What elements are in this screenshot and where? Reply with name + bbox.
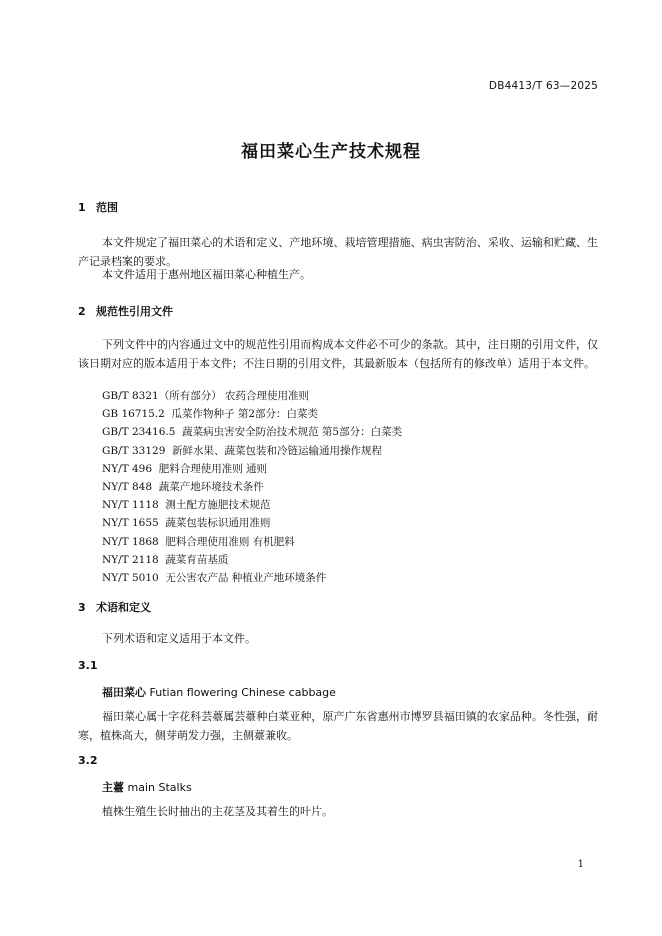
reference-item: GB/T 8321（所有部分） 农药合理使用准则	[102, 390, 310, 402]
reference-item: NY/T 2118 蔬菜育苗基质	[102, 553, 229, 566]
reference-item: NY/T 1655 蔬菜包装标识通用准则	[102, 517, 271, 530]
page-number: 1	[577, 859, 584, 870]
term-definition: 福田菜心属十字花科芸薹属芸薹种白菜亚种，原产广东省惠州市博罗县福田镇的农家品种。冬性强，耐寒，植株高大，侧芽萌发力强，主侧薹兼收。	[78, 710, 598, 742]
section-title: 规范性引用文件	[96, 305, 173, 318]
term-entry	[102, 779, 192, 795]
reference-item: GB/T 33129 新鲜水果、蔬菜包装和冷链运输通用操作规程	[102, 444, 383, 457]
term-chinese: 主薹	[102, 781, 124, 794]
section-heading-references	[78, 303, 173, 319]
section-title: 术语和定义	[96, 601, 151, 614]
term-number: 3.2	[78, 754, 98, 767]
reference-item: GB 16715.2 瓜菜作物种子 第2部分：白菜类	[102, 408, 319, 421]
section-heading-scope	[78, 199, 118, 215]
paragraph: 本文件适用于惠州地区福田菜心种植生产。	[102, 268, 311, 281]
reference-item: GB/T 23416.5 蔬菜病虫害安全防治技术规范 第5部分：白菜类	[102, 426, 403, 439]
document-title: 福田菜心生产技术规程	[241, 142, 421, 162]
section-number: 3	[78, 601, 86, 614]
standard-number: DB4413/T 63—2025	[488, 80, 598, 92]
reference-item: NY/T 848 蔬菜产地环境技术条件	[102, 480, 264, 493]
reference-item: NY/T 1868 肥料合理使用准则 有机肥料	[102, 535, 295, 548]
section-number: 2	[78, 305, 86, 318]
term-number: 3.1	[78, 659, 98, 672]
reference-list	[102, 387, 402, 587]
reference-item: NY/T 1118 测土配方施肥技术规范	[102, 499, 271, 512]
paragraph: 下列术语和定义适用于本文件。	[102, 632, 256, 645]
term-definition: 植株生殖生长时抽出的主花茎及其着生的叶片。	[102, 805, 333, 818]
section-number: 1	[78, 201, 86, 214]
paragraph: 本文件规定了福田菜心的术语和定义、产地环境、栽培管理措施、病虫害防治、采收、运输和贮藏、生产记录档案的要求。	[78, 236, 598, 268]
term-chinese: 福田菜心	[102, 686, 146, 699]
term-entry	[102, 684, 336, 700]
reference-item: NY/T 5010 无公害农产品 种植业产地环境条件	[102, 571, 327, 584]
term-english: Futian flowering Chinese cabbage	[149, 686, 336, 699]
term-english: main Stalks	[127, 781, 192, 794]
paragraph: 下列文件中的内容通过文中的规范性引用而构成本文件必不可少的条款。其中，注日期的引用文件，仅该日期对应的版本适用于本文件；不注日期的引用文件，其最新版本（包括所有的修改单）适用于本文件。	[78, 338, 598, 370]
section-title: 范围	[96, 201, 118, 214]
section-heading-terms	[78, 599, 151, 615]
reference-item: NY/T 496 肥料合理使用准则 通则	[102, 462, 268, 475]
